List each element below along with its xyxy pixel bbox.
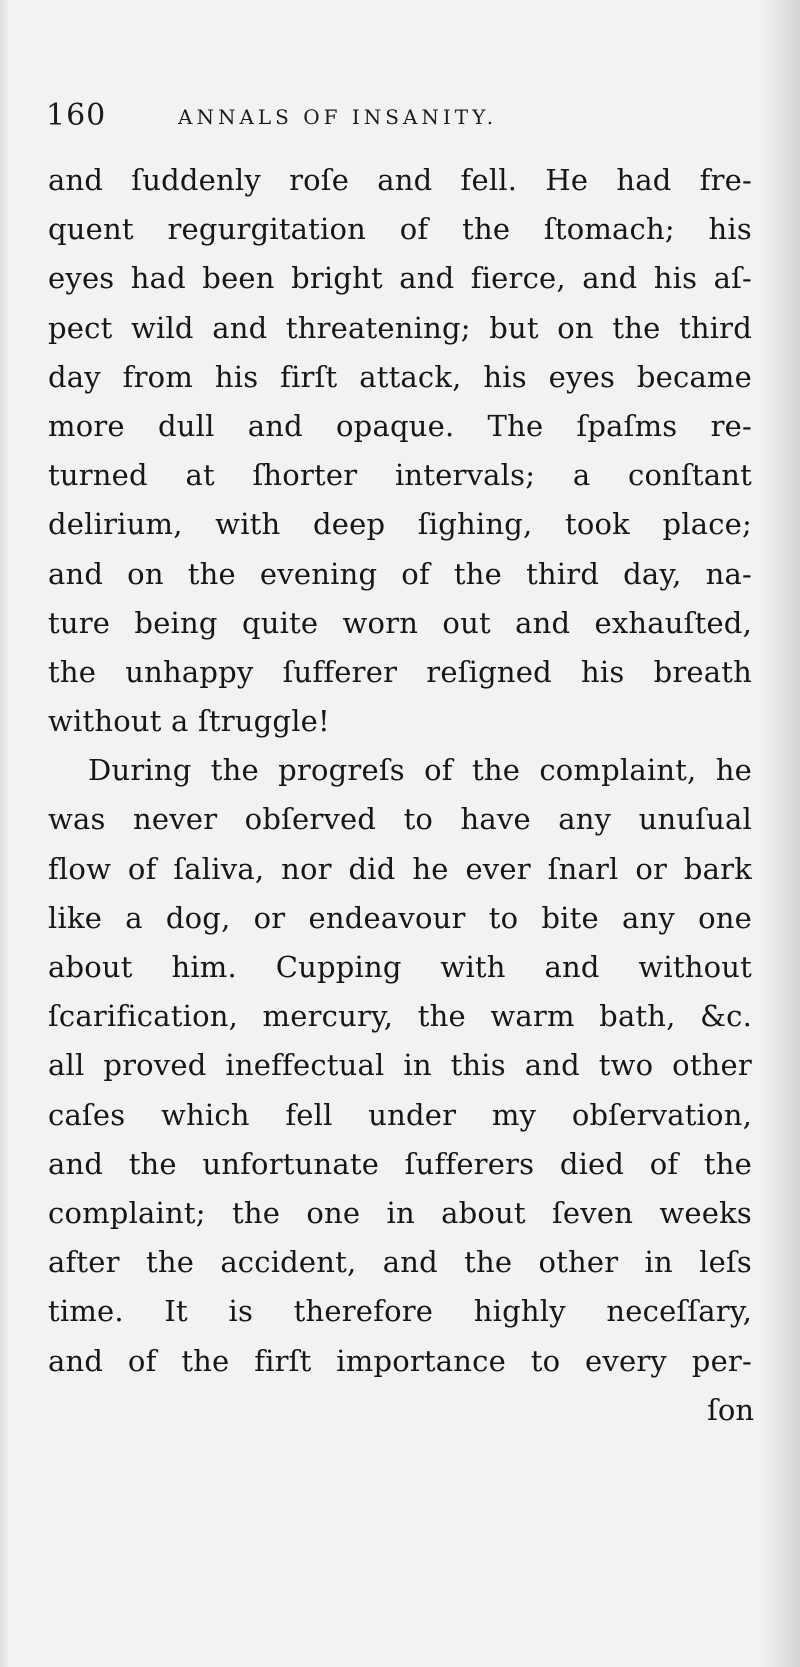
- text-line: flow of ſaliva, nor did he ever ſnarl or bark: [48, 851, 752, 886]
- text-line: more dull and opaque. The ſpaſms re-: [48, 408, 752, 443]
- text-line: was never obſerved to have any unuſual: [48, 802, 752, 837]
- text-line: day from his firſt attack, his eyes became: [48, 359, 752, 394]
- text-line: the unhappy ſufferer reſigned his breath: [48, 654, 752, 689]
- text-line: and ſuddenly roſe and fell. He had fre-: [48, 163, 752, 197]
- text-line: and on the evening of the third day, na-: [48, 556, 752, 591]
- text-line: about him. Cupping with and without: [48, 950, 752, 984]
- text-line: pect wild and threatening; but on the third: [48, 310, 752, 345]
- text-line: turned at ſhorter intervals; a conſtant: [48, 458, 752, 493]
- text-line: ſcarification, mercury, the warm bath, &c.: [48, 999, 752, 1034]
- page-number: 160: [46, 98, 107, 133]
- text-line: quent regurgitation of the ſtomach; his: [48, 212, 752, 247]
- text-line: all proved ineffectual in this and two other: [48, 1048, 752, 1083]
- text-line: delirium, with deep ſighing, took place;: [48, 507, 752, 542]
- page-gutter-shadow: [760, 0, 800, 1667]
- paragraph-start-line: During the progreſs of the complaint, he: [88, 753, 752, 788]
- text-line: eyes had been bright and fierce, and his aſ-: [48, 261, 752, 296]
- text-line: and of the firſt importance to every per-: [48, 1343, 752, 1378]
- page-left-edge: [0, 0, 10, 1667]
- text-line: caſes which fell under my obſervation,: [48, 1097, 752, 1132]
- catchword: ſon: [707, 1393, 754, 1427]
- text-line: complaint; the one in about ſeven weeks: [48, 1195, 752, 1230]
- running-head: [46, 96, 746, 136]
- text-line: after the accident, and the other in leſs: [48, 1245, 752, 1280]
- running-title: ANNALS OF INSANITY.: [178, 105, 498, 129]
- text-line: ture being quite worn out and exhauſted,: [48, 605, 752, 640]
- paragraph-end-line: without a ſtruggle!: [48, 704, 330, 739]
- body-text: [48, 156, 752, 1386]
- text-line: and the unfortunate ſufferers died of the: [48, 1146, 752, 1181]
- text-line: like a dog, or endeavour to bite any one: [48, 900, 752, 935]
- text-line: time. It is therefore highly neceſſary,: [48, 1294, 752, 1329]
